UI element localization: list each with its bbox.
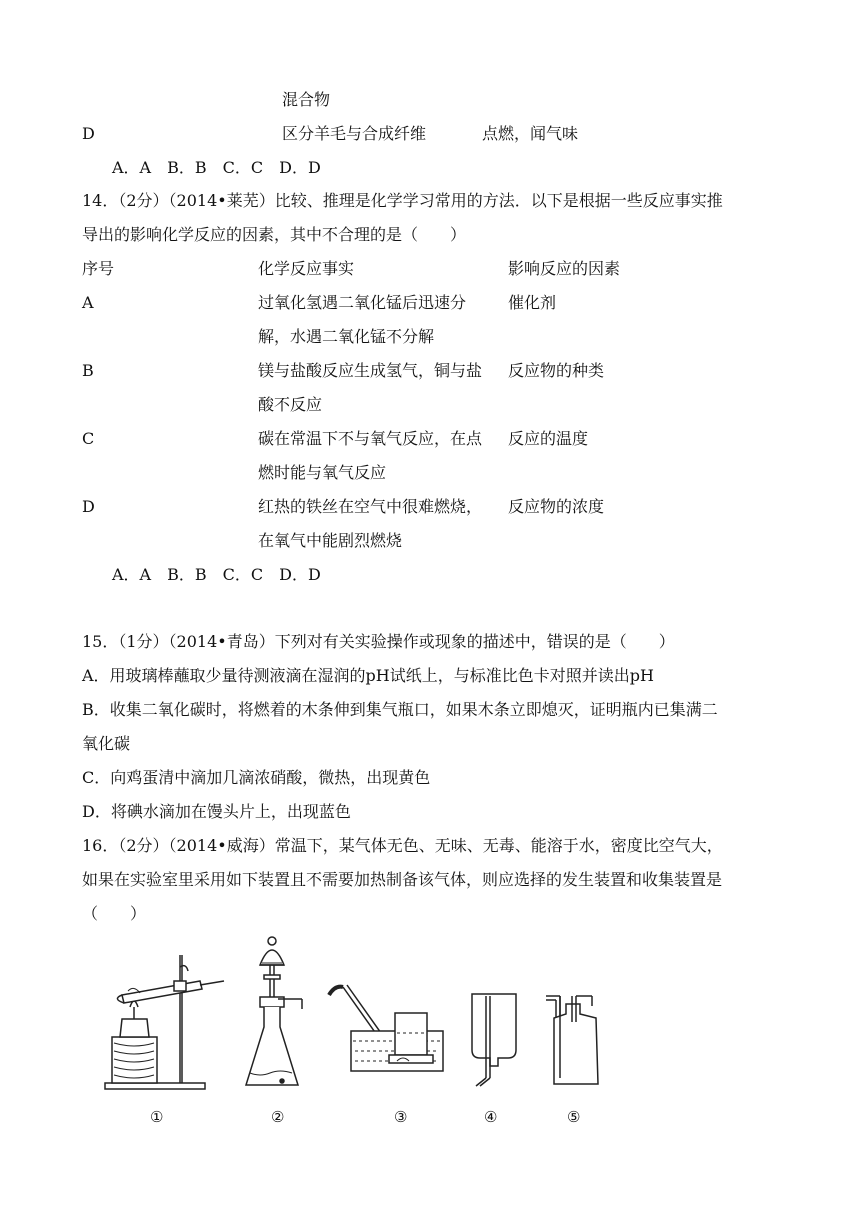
q13-row-d-method: 点燃，闻气味 xyxy=(482,124,579,143)
apparatus-1-label: ① xyxy=(150,1108,164,1126)
q14-row-b-label: B xyxy=(82,361,94,380)
q14-row-d-label: D xyxy=(82,497,95,516)
q14-row-d-factor: 反应物的浓度 xyxy=(508,497,605,516)
q14-row-b-fact1: 镁与盐酸反应生成氢气，铜与盐 xyxy=(258,361,483,380)
q14-row-a-label: A xyxy=(82,293,94,312)
q15-option-a: A．用玻璃棒蘸取少量待测液滴在湿润的pH试纸上，与标准比色卡对照并读出pH xyxy=(82,666,654,685)
q16-stem-line1: 16．（2分）（2014•威海）常温下，某气体无色、无味、无毒、能溶于水，密度比空气大， xyxy=(82,836,723,855)
q14-row-c-fact2: 燃时能与氧气反应 xyxy=(258,463,387,482)
apparatus-3-label: ③ xyxy=(394,1108,408,1126)
q16-stem-line2: 如果在实验室里采用如下装置且不需要加热制备该气体，则应选择的发生装置和收集装置是 xyxy=(82,870,723,889)
q14-row-c-factor: 反应的温度 xyxy=(508,429,589,448)
q14-row-d-fact2: 在氧气中能剧烈燃烧 xyxy=(258,531,403,550)
q14-row-b-fact2: 酸不反应 xyxy=(258,395,323,414)
q14-options: A．A B．B C．C D．D xyxy=(112,565,321,584)
q14-header-factor: 影响反应的因素 xyxy=(508,259,621,278)
q14-row-c-fact1: 碳在常温下不与氧气反应，在点 xyxy=(258,429,483,448)
apparatus-3-water-trough xyxy=(325,975,455,1085)
q15-option-b-line2: 氧化碳 xyxy=(82,734,131,753)
q14-header-fact: 化学反应事实 xyxy=(258,259,355,278)
apparatus-5-label: ⑤ xyxy=(567,1108,581,1126)
apparatus-2-flask xyxy=(240,935,310,1095)
q14-row-d-fact1: 红热的铁丝在空气中很难燃烧， xyxy=(258,497,483,516)
apparatus-2-label: ② xyxy=(271,1108,285,1126)
q16-stem-line3: （ ） xyxy=(82,904,147,923)
q14-stem-line1: 14．（2分）（2014•莱芜）比较、推理是化学学习常用的方法．以下是根据一些反应事实推 xyxy=(82,191,723,210)
apparatus-4-label: ④ xyxy=(484,1108,498,1126)
apparatus-5-upright-bottle xyxy=(540,992,610,1092)
q15-option-c: C．向鸡蛋清中滴加几滴浓硝酸，微热，出现黄色 xyxy=(82,768,431,787)
apparatus-1-heating xyxy=(100,945,230,1095)
q15-stem: 15．（1分）（2014•青岛）下列对有关实验操作或现象的描述中，错误的是（ ） xyxy=(82,632,675,651)
q13-options: A．A B．B C．C D．D xyxy=(112,158,321,177)
apparatus-4-inverted-bottle xyxy=(468,992,524,1092)
q14-row-c-label: C xyxy=(82,429,95,448)
q14-row-a-fact2: 解，水遇二氧化锰不分解 xyxy=(258,327,435,346)
q15-option-b-line1: B．收集二氧化碳时，将燃着的木条伸到集气瓶口，如果木条立即熄灭，证明瓶内已集满二 xyxy=(82,700,718,719)
q14-row-b-factor: 反应物的种类 xyxy=(508,361,605,380)
q13-row-d-label: D xyxy=(82,124,95,143)
q15-option-d: D．将碘水滴加在馒头片上，出现蓝色 xyxy=(82,802,351,821)
q13-row-c-continuation: 混合物 xyxy=(282,90,331,109)
q14-row-a-fact1: 过氧化氢遇二氧化锰后迅速分 xyxy=(258,293,467,312)
q14-stem-line2: 导出的影响化学反应的因素，其中不合理的是（ ） xyxy=(82,225,467,244)
q13-row-d-purpose: 区分羊毛与合成纤维 xyxy=(282,124,427,143)
q14-header-index: 序号 xyxy=(82,259,115,278)
q14-row-a-factor: 催化剂 xyxy=(508,293,557,312)
